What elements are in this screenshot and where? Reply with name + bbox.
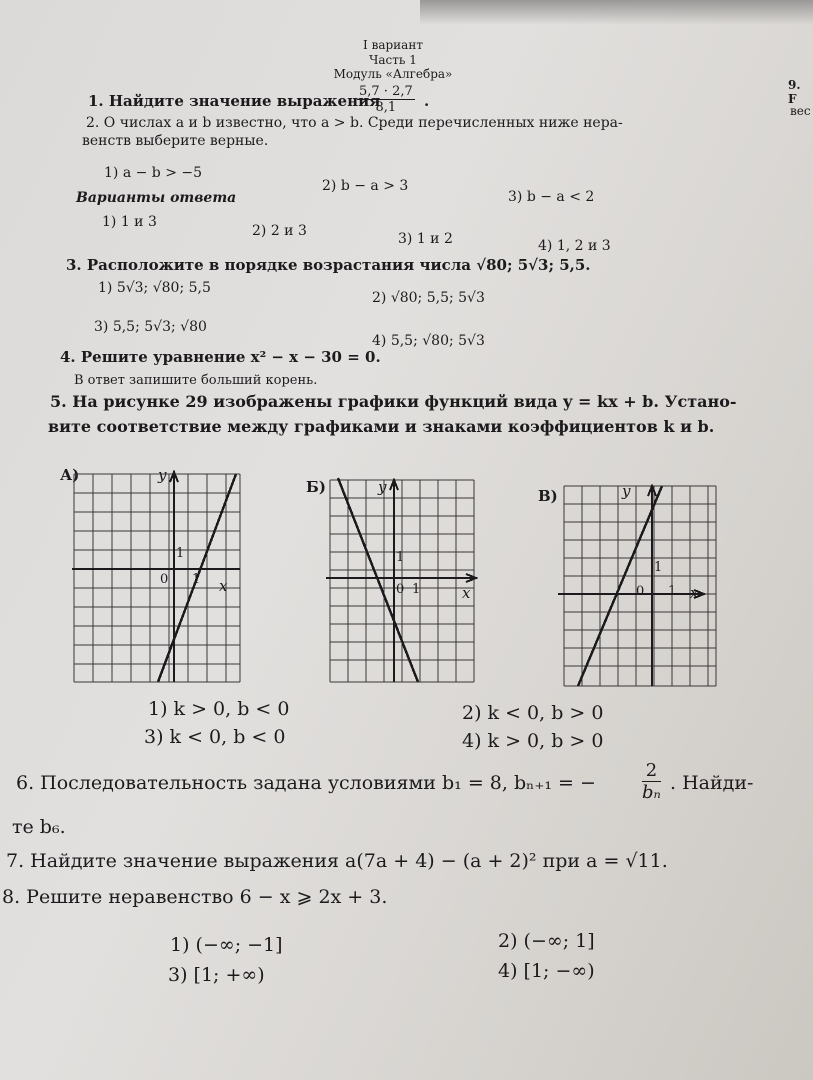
q2-answers-title: Варианты ответа — [76, 190, 237, 206]
q2-answer-2: 2) 2 и 3 — [252, 223, 307, 239]
q1-numerator: 5,7 · 2,7 — [359, 84, 413, 99]
graph-b-label: Б) — [306, 478, 326, 496]
q8-option-3: 3) [1; +∞) — [168, 964, 265, 986]
q2-line1: 2. О числах a и b известно, что a > b. Среди перечисленных ниже нера- — [86, 115, 623, 131]
q3-text: 3. Расположите в порядке возрастания числа √80; 5√3; 5,5. — [66, 256, 591, 274]
q2-option-2: 2) b − a > 3 — [322, 178, 409, 194]
graph-b-x-label: x — [462, 584, 471, 602]
graph-b-one-y: 1 — [396, 550, 405, 565]
page-shadow — [420, 0, 813, 25]
q6-line2: те b₆. — [12, 816, 66, 838]
q5-option-1: 1) k > 0, b < 0 — [148, 698, 290, 720]
graph-b-one-x: 1 — [412, 582, 421, 597]
q6-frac-den: bₙ — [642, 782, 661, 803]
next-page-fragment: вес — [790, 104, 811, 118]
graph-v-one-x: 1 — [668, 584, 677, 599]
q1-fraction — [357, 84, 415, 115]
graph-a-zero: 0 — [160, 572, 169, 587]
q6-fraction — [642, 760, 661, 803]
graph-a-one-y: 1 — [176, 546, 185, 561]
part-title: Часть 1 — [369, 53, 417, 67]
q2-answer-1: 1) 1 и 3 — [102, 214, 157, 230]
graph-b-line — [338, 478, 421, 682]
q4-text: 4. Решите уравнение x² − x − 30 = 0. — [60, 348, 381, 366]
graph-a — [72, 466, 244, 690]
graph-v-one-y: 1 — [654, 560, 663, 575]
graph-b-svg — [326, 474, 486, 688]
graph-v-y-label: y — [622, 482, 631, 500]
q3-option-4: 4) 5,5; √80; 5√3 — [372, 333, 485, 349]
q6-tail: . Найди- — [670, 772, 754, 794]
variant-title: I вариант — [363, 38, 423, 52]
graph-v-line — [578, 486, 662, 686]
q2-line2: венств выберите верные. — [82, 133, 269, 149]
next-page-number: 9. F — [788, 78, 801, 106]
q7-text: 7. Найдите значение выражения a(7a + 4) − (a + 2)² при a = √11. — [6, 850, 668, 872]
graph-v-zero: 0 — [636, 584, 645, 599]
q2-option-3: 3) b − a < 2 — [508, 189, 595, 205]
graph-a-label: А) — [60, 466, 80, 484]
q8-option-1: 1) (−∞; −1] — [170, 934, 283, 956]
q3-option-3: 3) 5,5; 5√3; √80 — [94, 319, 207, 335]
q1-denominator: 8,1 — [375, 100, 397, 115]
q5-option-3: 3) k < 0, b < 0 — [144, 726, 286, 748]
graph-b-y-label: y — [378, 478, 387, 496]
q8-option-2: 2) (−∞; 1] — [498, 930, 595, 952]
q6-line1: 6. Последовательность задана условиями b₁ = 8, bₙ₊₁ = − — [16, 772, 596, 794]
graph-a-y-label: y — [158, 466, 167, 484]
graph-v-label: В) — [538, 487, 558, 505]
q2-answer-3: 3) 1 и 2 — [398, 231, 453, 247]
q5-option-4: 4) k > 0, b > 0 — [462, 730, 604, 752]
q6-frac-num: 2 — [642, 760, 661, 782]
q1-text: 1. Найдите значение выражения — [88, 92, 381, 110]
graph-v — [558, 480, 722, 696]
q4-note: В ответ запишите больший корень. — [74, 373, 318, 388]
graph-v-x-label: x — [690, 584, 699, 602]
graph-a-one-x: 1 — [192, 572, 201, 587]
q1-period: . — [424, 92, 430, 110]
q5-option-2: 2) k < 0, b > 0 — [462, 702, 604, 724]
q8-text: 8. Решите неравенство 6 − x ⩾ 2x + 3. — [2, 886, 388, 908]
q2-option-1: 1) a − b > −5 — [104, 165, 203, 181]
q8-option-4: 4) [1; −∞) — [498, 960, 595, 982]
graph-a-svg — [72, 466, 244, 686]
graph-b — [326, 474, 486, 692]
graph-a-x-label: x — [219, 577, 228, 595]
q5-line2: вите соответствие между графиками и знаками коэффициентов k и b. — [48, 417, 715, 436]
q2-answer-4: 4) 1, 2 и 3 — [538, 238, 611, 254]
q5-line1: 5. На рисунке 29 изображены графики функций вида y = kx + b. Устано- — [50, 392, 737, 411]
q3-option-2: 2) √80; 5,5; 5√3 — [372, 290, 485, 306]
module-title: Модуль «Алгебра» — [333, 67, 453, 81]
q3-option-1: 1) 5√3; √80; 5,5 — [98, 280, 211, 296]
graph-b-zero: 0 — [396, 582, 405, 597]
